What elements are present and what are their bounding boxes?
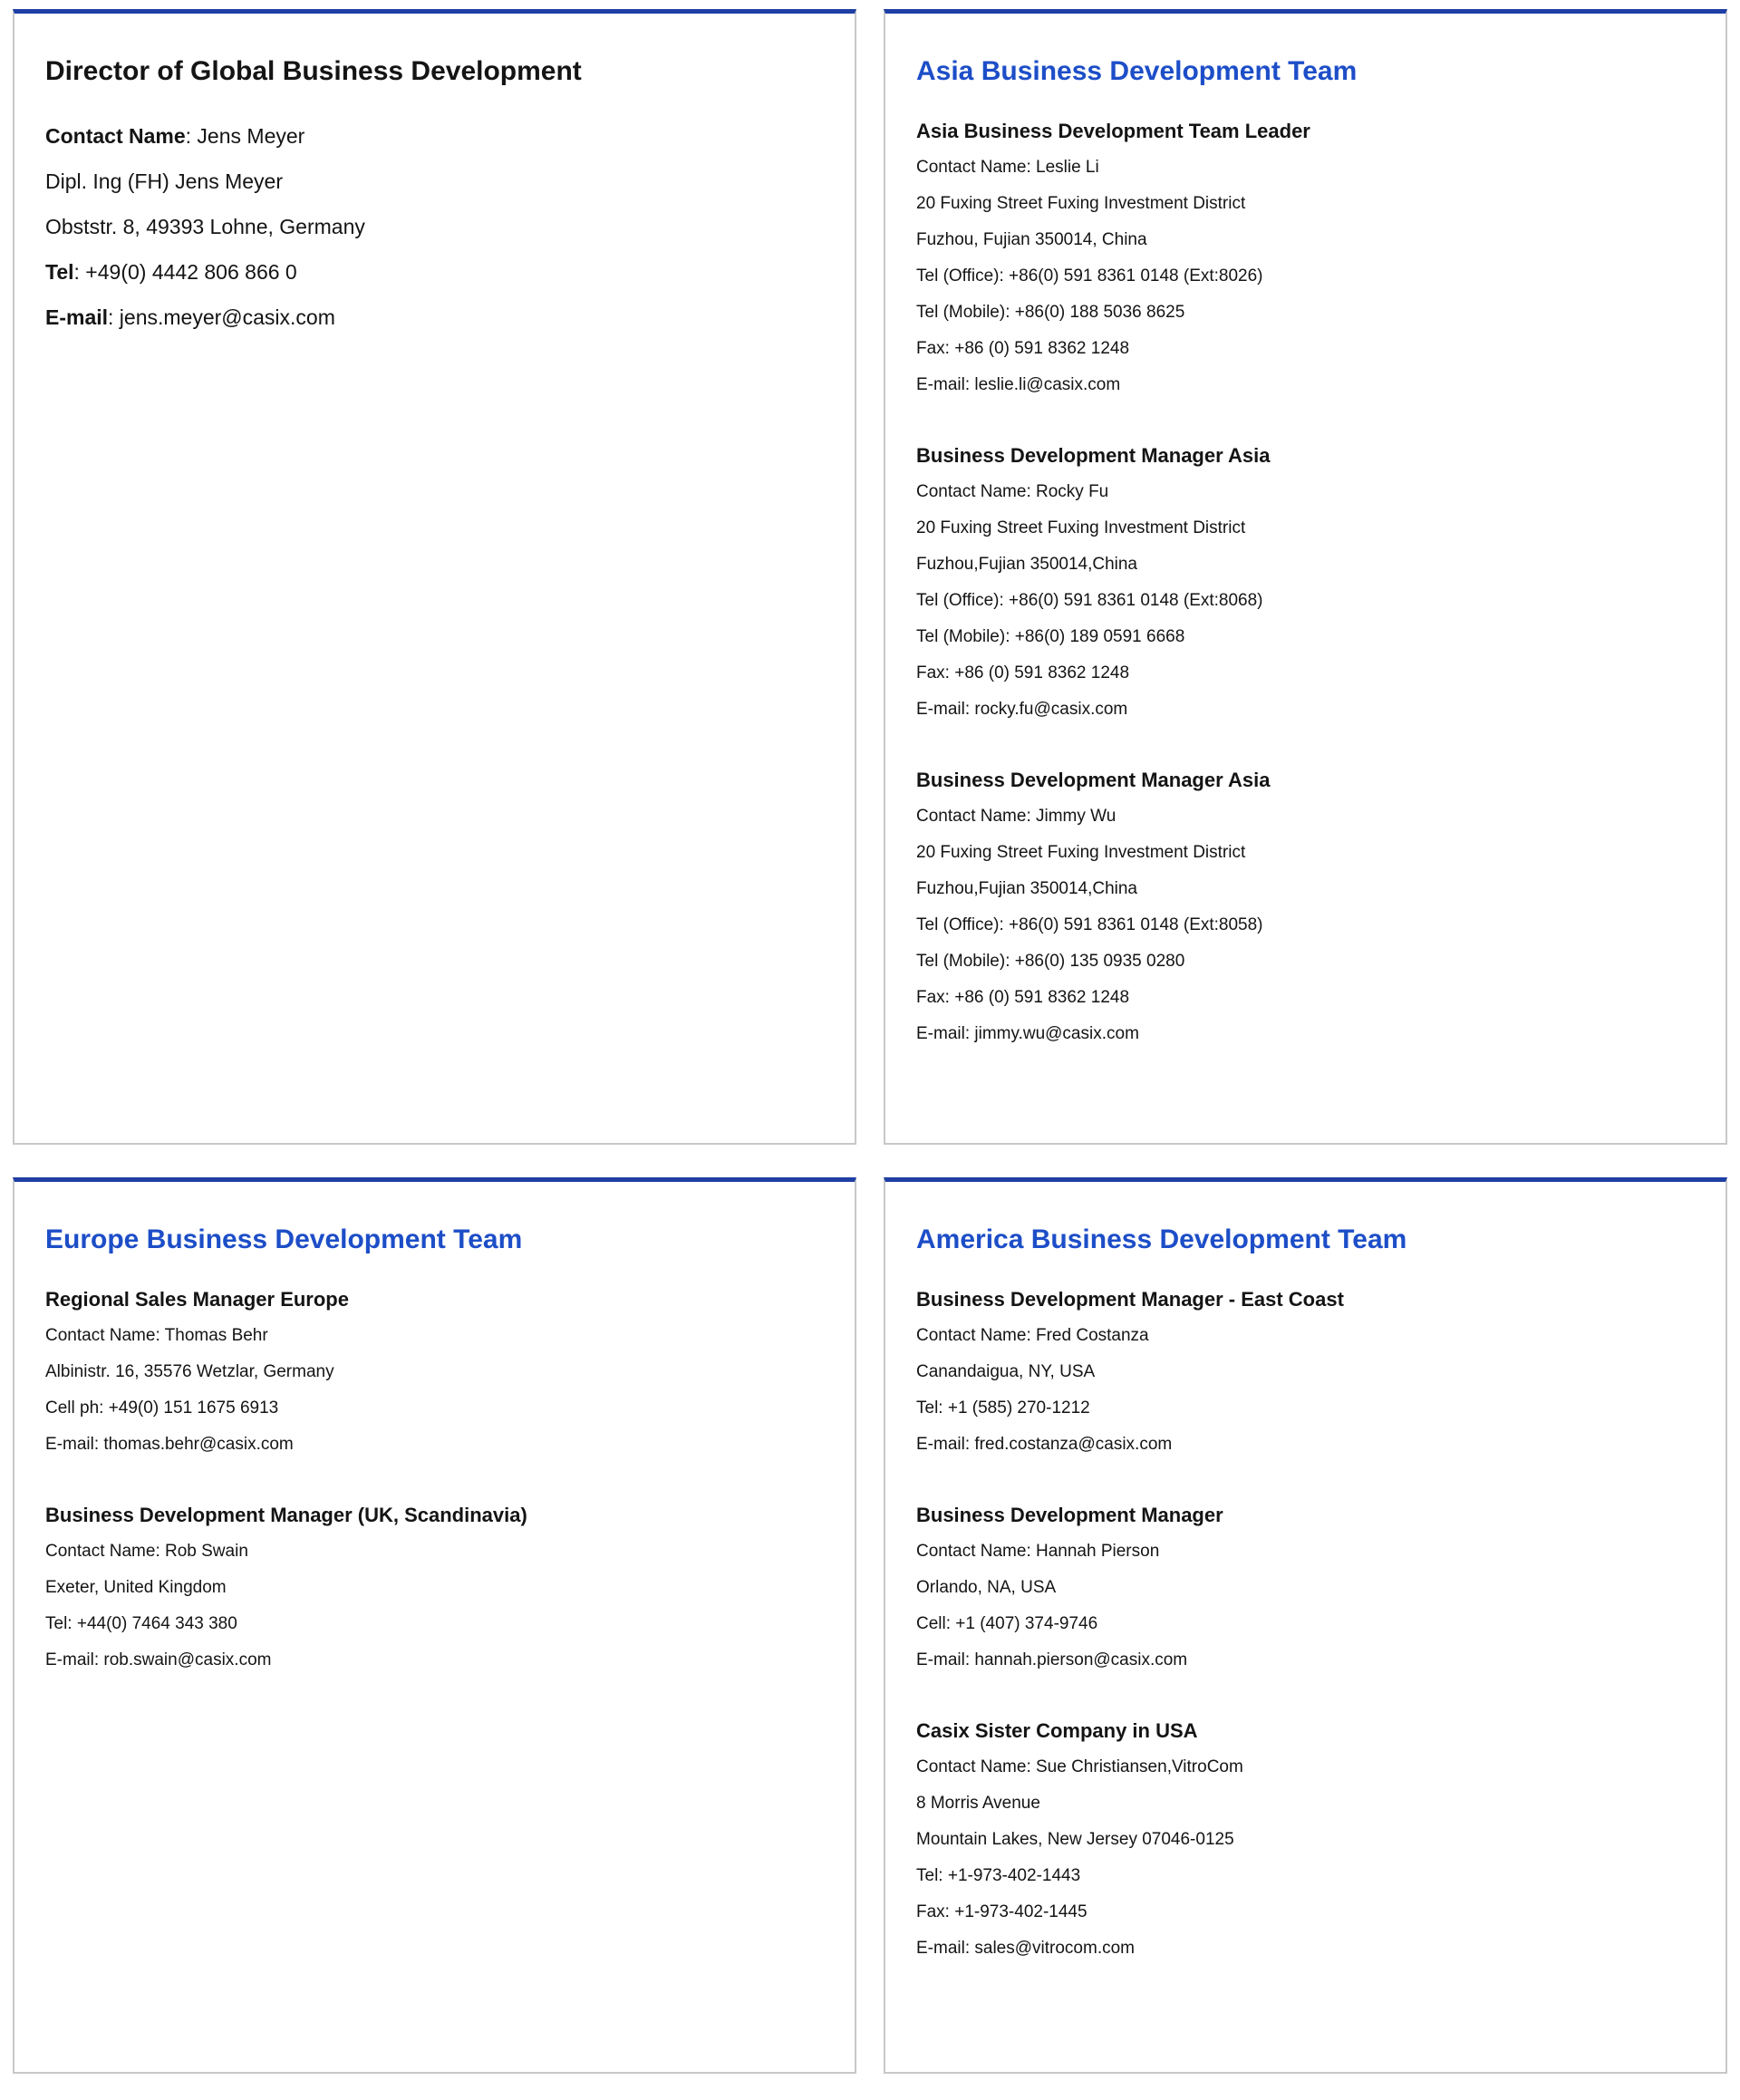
contact-line [45,204,824,249]
contact-line: E-mail: fred.costanza@casix.com [916,1435,1173,1454]
contact-line: Fuzhou,Fujian 350014,China [916,879,1138,898]
contact-section-hannah-pierson [916,1497,1695,1679]
contact-line: Fax: +86 (0) 591 8362 1248 [916,663,1130,682]
contact-line [45,113,824,159]
page-title: Director of Global Business Development [45,56,582,86]
panel-title-america: America Business Development Team [916,1224,1407,1254]
contact-line: Contact Name: Rocky Fu [916,482,1109,501]
contact-line [45,295,824,340]
contact-line: E-mail: leslie.li@casix.com [916,375,1121,394]
contact-line: Orlando, NA, USA [916,1578,1057,1597]
contact-line: Contact Name: Fred Costanza [916,1326,1149,1345]
contact-line-label: E-mail [45,305,109,329]
contacts-grid [13,9,1727,2074]
contact-line: 20 Fuxing Street Fuxing Investment District [916,194,1246,213]
contact-line-text: Dipl. Ing (FH) Jens Meyer [45,169,284,193]
contact-section-rocky-fu [916,438,1695,728]
contact-role-heading: Casix Sister Company in USA [916,1719,1198,1742]
contact-line: Contact Name: Hannah Pierson [916,1542,1160,1561]
contact-section-sister-company [916,1713,1695,1967]
contact-line: Contact Name: Leslie Li [916,158,1099,177]
panel-america-team [884,1177,1727,2074]
contact-line: Mountain Lakes, New Jersey 07046-0125 [916,1830,1234,1849]
contact-line: 20 Fuxing Street Fuxing Investment District [916,843,1246,862]
contact-line: E-mail: rocky.fu@casix.com [916,700,1128,719]
contact-line [45,249,824,295]
contact-line: E-mail: hannah.pierson@casix.com [916,1650,1188,1669]
contact-line: Fax: +86 (0) 591 8362 1248 [916,339,1130,358]
contact-line: E-mail: thomas.behr@casix.com [45,1435,294,1454]
contact-line-label: Contact Name [45,124,186,148]
contact-line: Cell: +1 (407) 374-9746 [916,1614,1098,1633]
panel-europe-team [13,1177,856,2074]
contact-line: Canandaigua, NY, USA [916,1362,1096,1381]
contact-line: Contact Name: Rob Swain [45,1542,248,1561]
contact-line: Fuzhou, Fujian 350014, China [916,230,1147,249]
contact-role-heading: Regional Sales Manager Europe [45,1288,349,1311]
contact-role-heading: Business Development Manager Asia [916,769,1271,791]
contact-line: Exeter, United Kingdom [45,1578,227,1597]
contact-line: Fax: +86 (0) 591 8362 1248 [916,988,1130,1007]
contact-role-heading: Asia Business Development Team Leader [916,120,1310,142]
contact-line: Contact Name: Thomas Behr [45,1326,268,1345]
contact-line-text: : Jens Meyer [185,124,305,148]
contact-role-heading: Business Development Manager Asia [916,444,1271,467]
contact-line: Contact Name: Sue Christiansen,VitroCom [916,1757,1243,1776]
contact-line: Albinistr. 16, 35576 Wetzlar, Germany [45,1362,334,1381]
contact-section-thomas-behr [45,1282,824,1463]
panel-title-europe: Europe Business Development Team [45,1224,523,1254]
contact-line [45,159,824,204]
contact-line: Contact Name: Jimmy Wu [916,807,1116,826]
contact-section-rob-swain [45,1497,824,1679]
contact-section-leslie-li [916,113,1695,403]
contact-line-text: Obststr. 8, 49393 Lohne, Germany [45,215,365,238]
contact-role-heading: Business Development Manager (UK, Scandinavia) [45,1504,527,1526]
contact-line: Tel (Office): +86(0) 591 8361 0148 (Ext:8068) [916,591,1263,610]
panel-asia-team [884,9,1727,1145]
contact-line: Tel (Mobile): +86(0) 189 0591 6668 [916,627,1185,646]
contact-line: Tel (Office): +86(0) 591 8361 0148 (Ext:8026) [916,266,1263,285]
contact-line: Fax: +1-973-402-1445 [916,1902,1088,1921]
contact-line: Fuzhou,Fujian 350014,China [916,555,1138,574]
contact-section-jimmy-wu [916,762,1695,1052]
contact-line: E-mail: sales@vitrocom.com [916,1939,1135,1958]
contact-line: 8 Morris Avenue [916,1794,1040,1813]
contact-line: E-mail: jimmy.wu@casix.com [916,1024,1139,1043]
contact-line: Tel: +1 (585) 270-1212 [916,1398,1090,1418]
contact-line-text: : jens.meyer@casix.com [108,305,335,329]
panel-director [13,9,856,1145]
contact-line: Tel (Office): +86(0) 591 8361 0148 (Ext:8058) [916,915,1263,934]
contact-line: Tel (Mobile): +86(0) 135 0935 0280 [916,952,1185,971]
contact-line: Tel (Mobile): +86(0) 188 5036 8625 [916,303,1185,322]
contact-line-text: : +49(0) 4442 806 866 0 [73,260,297,284]
contact-line: 20 Fuxing Street Fuxing Investment District [916,518,1246,537]
contact-section-fred-costanza [916,1282,1695,1463]
contact-role-heading: Business Development Manager [916,1504,1223,1526]
panel-title-asia: Asia Business Development Team [916,56,1358,86]
contact-line: Tel: +1-973-402-1443 [916,1866,1081,1885]
contact-line: Tel: +44(0) 7464 343 380 [45,1614,237,1633]
contact-line: Cell ph: +49(0) 151 1675 6913 [45,1398,279,1418]
contact-role-heading: Business Development Manager - East Coast [916,1288,1344,1311]
contact-line: E-mail: rob.swain@casix.com [45,1650,272,1669]
contact-line-label: Tel [45,260,74,284]
